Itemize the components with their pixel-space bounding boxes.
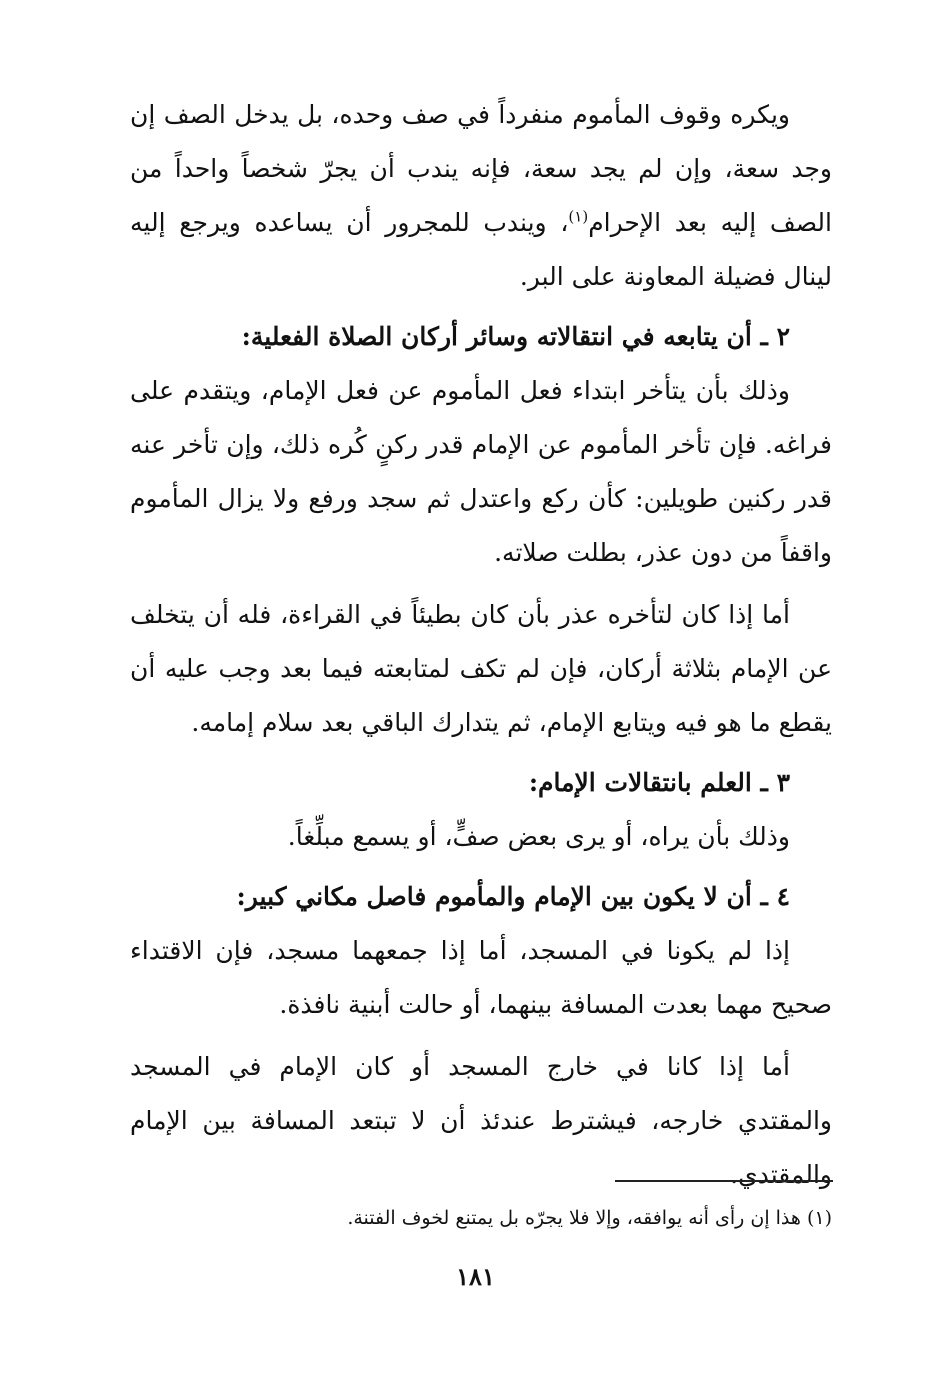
section-heading-3: ٣ ـ العلم بانتقالات الإمام: [528,768,790,797]
footnote-reference: (١) [568,207,589,226]
paragraph-5: إذا لم يكونا في المسجد، أما إذا جمعهما مسجد، فإن الاقتداء صحيح مهما بعدت المسافة بينهما، أو حالت أبنية نافذة. [130,936,832,1019]
page-number: ١٨١ [456,1262,495,1291]
paragraph-1 [130,88,832,304]
paragraph-6: أما إذا كانا في خارج المسجد أو كان الإمام في المسجد والمقتدي خارجه، فيشترط عندئذ أن لا تبتعد المسافة بين الإمام والمقتدي. [130,1052,832,1189]
section-heading-2: ٢ ـ أن يتابعه في انتقالاته وسائر أركان الصلاة الفعلية: [241,322,790,351]
footnote-divider [615,1180,833,1182]
paragraph-2: وذلك بأن يتأخر ابتداء فعل المأموم عن فعل الإمام، ويتقدم على فراغه. فإن تأخر المأموم عن الإمام قدر ركنٍ كُره ذلك، وإن تأخر عنه قدر ركنين طويلين: كأن ركع واعتدل ثم سجد ورفع ولا يزال المأموم واقفاً من دون عذر، بطلت صلاته. [130,376,832,567]
paragraph-4: وذلك بأن يراه، أو يرى بعض صفٍّ، أو يسمع مبلِّغاً. [287,822,790,851]
section-heading-4: ٤ ـ أن لا يكون بين الإمام والمأموم فاصل مكاني كبير: [236,882,790,911]
main-text [130,88,832,1202]
paragraph-1-text: ويكره وقوف المأموم منفرداً في صف وحده، بل يدخل الصف إن وجد سعة، وإن لم يجد سعة، فإنه يندب أن يجرّ شخصاً واحداً من الصف إليه بعد الإحرام [130,100,832,237]
footnote: (١) هذا إن رأى أنه يوافقه، وإلا فلا يجرّه بل يمتنع لخوف الفتنة. [347,1207,832,1229]
paragraph-3: أما إذا كان لتأخره عذر بأن كان بطيئاً في القراءة، فله أن يتخلف عن الإمام بثلاثة أركان، فإن لم تكف لمتابعته فيما بعد وجب عليه أن يقطع ما هو فيه ويتابع الإمام، ثم يتدارك الباقي بعد سلام إمامه. [130,600,832,737]
paragraph-1-tail: ، ويندب للمجرور أن يساعده ويرجع إليه لينال فضيلة المعاونة على البر. [130,208,832,291]
